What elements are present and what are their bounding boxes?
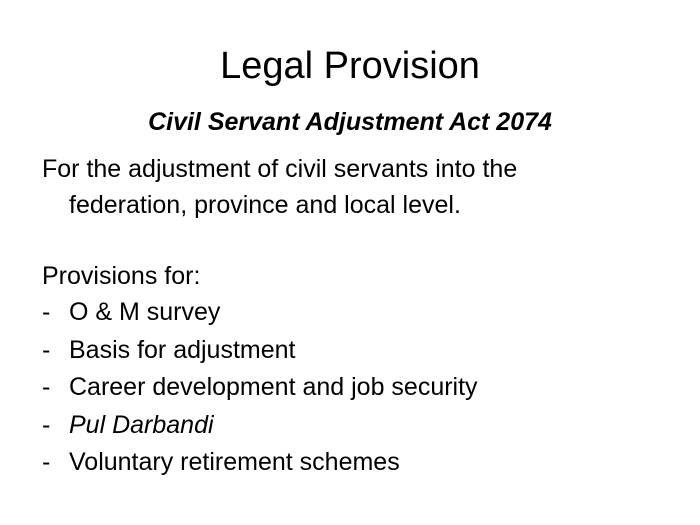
list-item-text: Career development and job security: [69, 373, 478, 401]
list-item: [42, 369, 662, 407]
list-item-text: Voluntary retirement schemes: [69, 448, 400, 476]
bullet-dash: -: [42, 373, 51, 401]
bullet-dash: -: [42, 448, 51, 476]
intro-paragraph-line-2: federation, province and local level.: [69, 191, 461, 219]
bullet-dash: -: [42, 298, 51, 326]
slide-title: Legal Provision: [220, 45, 480, 87]
intro-paragraph: [42, 151, 662, 223]
provisions-heading: Provisions for:: [42, 262, 201, 290]
bullet-dash: -: [42, 410, 51, 439]
list-item-text: O & M survey: [69, 298, 221, 326]
list-item: [42, 444, 662, 482]
list-item-text: Pul Darbandi: [69, 410, 214, 439]
list-item: [42, 332, 662, 370]
provisions-list: [42, 294, 662, 482]
intro-paragraph-line-1: For the adjustment of civil servants into the: [42, 155, 518, 183]
bullet-dash: -: [42, 335, 51, 364]
list-item-text: Basis for adjustment: [69, 335, 296, 364]
list-item: [42, 407, 662, 445]
list-item: [42, 294, 662, 332]
slide-subtitle: Civil Servant Adjustment Act 2074: [148, 108, 552, 136]
